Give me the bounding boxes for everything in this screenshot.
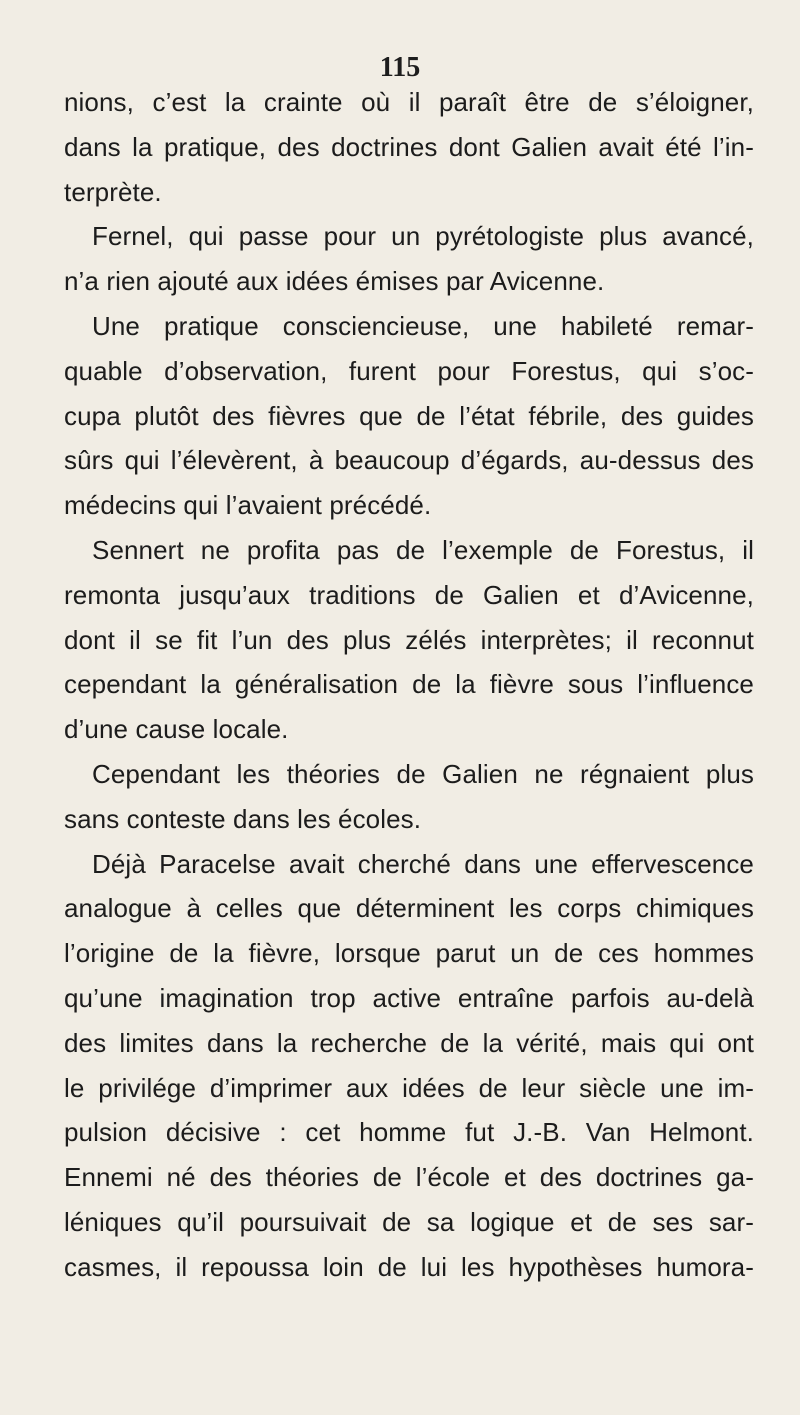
text-line: cependant la généralisation de la fièvre sous l’influence <box>64 669 754 700</box>
text-line: médecins qui l’avaient précédé. <box>64 490 432 521</box>
body-text <box>64 80 754 1290</box>
text-line: Cependant les théories de Galien ne régnaient plus <box>92 758 754 789</box>
text-line: qu’une imagination trop active entraîne parfois au-delà <box>64 982 754 1013</box>
text-line: des limites dans la recherche de la vérité, mais qui ont <box>64 1027 754 1058</box>
text-line: dans la pratique, des doctrines dont Galien avait été l’in- <box>64 131 754 162</box>
text-line: Sennert ne profita pas de l’exemple de Forestus, il <box>92 534 754 565</box>
text-line: Ennemi né des théories de l’école et des doctrines ga- <box>64 1162 754 1193</box>
text-line: léniques qu’il poursuivait de sa logique et de ses sar- <box>64 1206 754 1237</box>
text-line: quable d’observation, furent pour Forestus, qui s’oc- <box>64 355 754 386</box>
text-line: sans conteste dans les écoles. <box>64 803 422 834</box>
text-line: cupa plutôt des fièvres que de l’état fébrile, des guides <box>64 400 754 431</box>
text-line: nions, c’est la crainte où il paraît être de s’éloigner, <box>64 87 754 117</box>
text-line: Une pratique consciencieuse, une habileté remar- <box>92 310 754 341</box>
text-line: le privilége d’imprimer aux idées de leur siècle une im- <box>64 1072 754 1103</box>
text-line: analogue à celles que déterminent les corps chimiques <box>64 893 754 924</box>
text-line: remonta jusqu’aux traditions de Galien et d’Avicenne, <box>64 579 754 610</box>
text-line: Fernel, qui passe pour un pyrétologiste plus avancé, <box>92 221 754 252</box>
text-line: Déjà Paracelse avait cherché dans une effervescence <box>92 848 754 879</box>
text-line: terprète. <box>64 176 162 207</box>
text-line: l’origine de la fièvre, lorsque parut un de ces hommes <box>64 938 754 969</box>
text-line: pulsion décisive : cet homme fut J.-B. Van Helmont. <box>64 1117 754 1148</box>
text-line: sûrs qui l’élevèrent, à beaucoup d’égards, au-dessus des <box>64 445 754 476</box>
page-number: 115 <box>379 52 421 83</box>
text-line: d’une cause locale. <box>64 714 289 745</box>
text-line: casmes, il repoussa loin de lui les hypothèses humora- <box>64 1251 754 1282</box>
text-line: dont il se fit l’un des plus zélés interprètes; il reconnut <box>64 624 754 655</box>
text-line: n’a rien ajouté aux idées émises par Avicenne. <box>64 266 605 297</box>
